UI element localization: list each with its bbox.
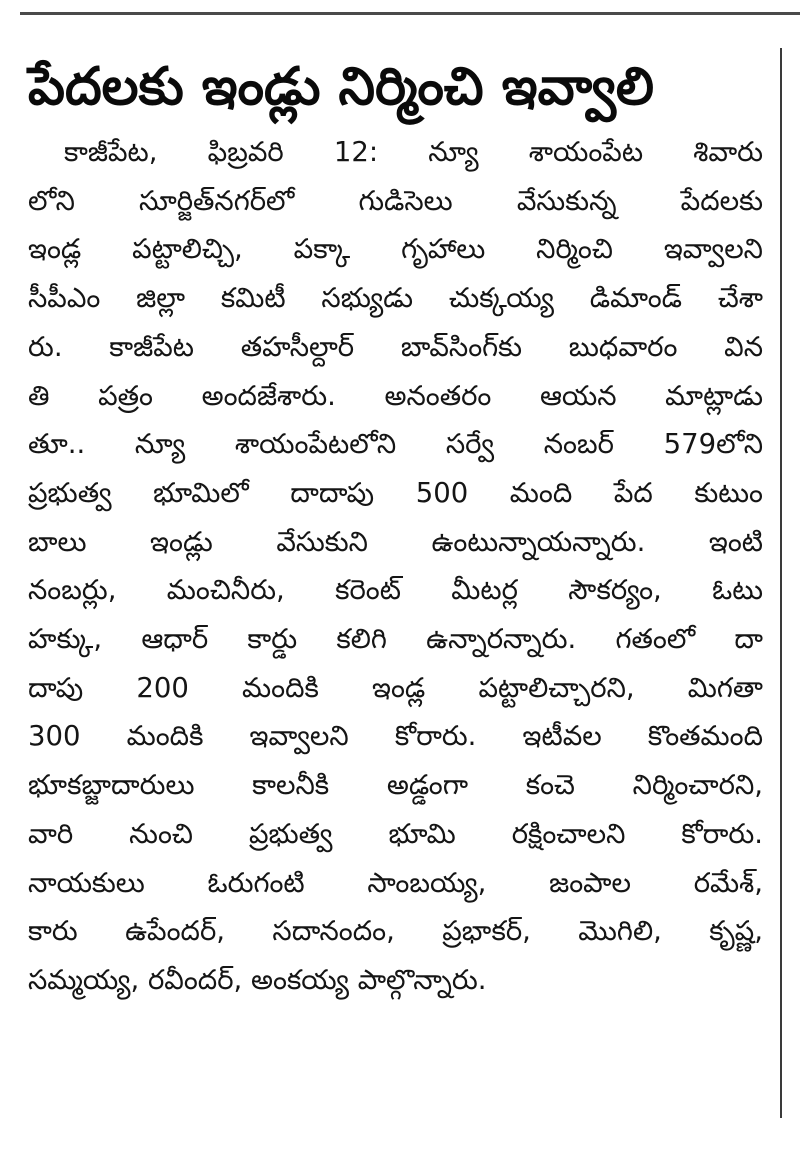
article-line: తి పత్రం అందజేశారు. అనంతరం ఆయన మాట్లాడు [28,379,763,412]
article-line: తూ.. న్యూ శాయంపేటలోని సర్వే నంబర్ 579లోని [28,428,763,461]
article-line: నాయకులు ఓరుగంటి సాంబయ్య, జంపాల రమేశ్, [28,866,763,899]
article-body [28,128,763,1005]
article-line: సీపీఎం జిల్లా కమిటీ సభ్యుడు చుక్కయ్య డిమాండ్ చేశా [28,282,763,315]
column-divider-rule [780,48,782,1118]
article-headline: పేదలకు ఇండ్లు నిర్మించి ఇవ్వాలి [28,57,654,117]
article-line: లోని సూర్జిత్‌నగర్‌లో గుడిసెలు వేసుకున్న పేదలకు [28,184,763,217]
news-article [28,52,763,1005]
top-divider-rule [20,12,800,15]
article-line: హక్కు, ఆధార్ కార్డు కలిగి ఉన్నారన్నారు. గతంలో దా [28,623,763,656]
article-line: కారు ఉపేందర్, సదానందం, ప్రభాకర్, మొగిలి, కృష్ణ, [28,915,763,948]
article-line: కాజీపేట, ఫిబ్రవరి 12: న్యూ శాయంపేట శివారు [64,136,763,168]
article-line: ప్రభుత్వ భూమిలో దాదాపు 500 మంది పేద కుటుం [28,476,763,509]
article-line: నంబర్లు, మంచినీరు, కరెంట్ మీటర్ల సౌకర్యం, ఓటు [28,574,763,607]
article-line: వారి నుంచి ప్రభుత్వ భూమి రక్షించాలని కోరారు. [28,817,763,850]
article-line: 300 మందికి ఇవ్వాలని కోరారు. ఇటీవల కొంతమంది [28,720,763,753]
article-line: దాపు 200 మందికి ఇండ్ల పట్టాలిచ్చారని, మిగతా [28,671,763,704]
article-line: బాలు ఇండ్లు వేసుకుని ఉంటున్నాయన్నారు. ఇంటి [28,525,763,558]
article-line: భూకబ్జాదారులు కాలనీకి అడ్డంగా కంచె నిర్మించారని, [28,769,763,802]
article-line: ఇండ్ల పట్టాలిచ్చి, పక్కా గృహాలు నిర్మించి ఇవ్వాలని [28,233,763,266]
article-line: సమ్మయ్య, రవీందర్, అంకయ్య పాల్గొన్నారు. [28,963,487,996]
article-line: రు. కాజీపేట తహసీల్దార్ బావ్‌సింగ్‌కు బుధవారం విన [28,330,763,363]
